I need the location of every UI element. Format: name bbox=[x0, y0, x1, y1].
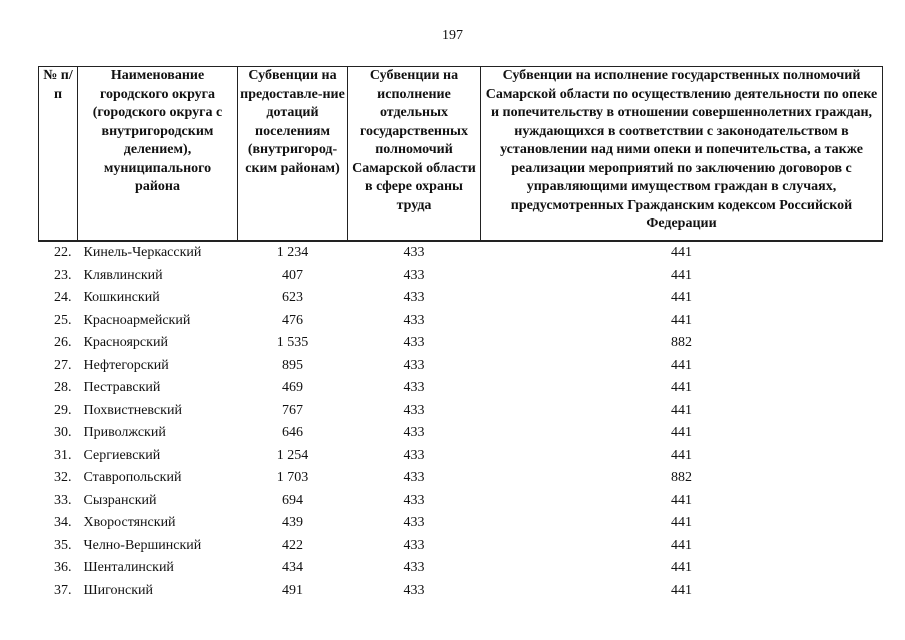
table-row bbox=[39, 557, 883, 580]
guardianship-value-cell: 441 bbox=[671, 402, 692, 418]
labor-value-cell: 433 bbox=[403, 380, 425, 395]
dotation-value-cell: 767 bbox=[282, 402, 303, 418]
row-number-cell: 22. bbox=[54, 245, 72, 260]
table-row bbox=[39, 355, 883, 378]
table-row bbox=[39, 490, 883, 513]
guardianship-value-cell: 441 bbox=[671, 380, 692, 395]
page-number: 197 bbox=[442, 28, 463, 43]
table-row bbox=[39, 400, 883, 423]
district-name-cell: Сергиевский bbox=[83, 447, 161, 463]
row-number-cell: 28. bbox=[54, 380, 72, 395]
guardianship-value-cell: 441 bbox=[671, 492, 692, 508]
labor-value-cell: 433 bbox=[403, 447, 425, 463]
table-row bbox=[39, 332, 883, 355]
labor-value-cell: 433 bbox=[403, 267, 425, 283]
labor-value-cell: 433 bbox=[403, 470, 425, 485]
district-name-cell: Красноярский bbox=[83, 335, 168, 350]
row-number-cell: 37. bbox=[54, 582, 72, 598]
district-name-cell: Челно-Вершинский bbox=[83, 537, 202, 553]
labor-value-cell: 433 bbox=[403, 537, 425, 553]
table-row bbox=[39, 445, 883, 468]
dotation-value-cell: 1 254 bbox=[276, 447, 309, 463]
header-num: № п/п bbox=[39, 67, 78, 242]
table-row bbox=[39, 422, 883, 445]
table-row bbox=[39, 241, 883, 265]
district-name-cell: Красноармейский bbox=[83, 312, 191, 328]
district-name-cell: Кошкинский bbox=[83, 290, 160, 305]
guardianship-value-cell: 441 bbox=[671, 560, 692, 575]
table-row bbox=[39, 535, 883, 558]
district-name-cell: Ставропольский bbox=[83, 470, 182, 485]
table-row bbox=[39, 310, 883, 333]
guardianship-value-cell: 882 bbox=[671, 470, 692, 485]
header-name: Наименование городского округа (городского округа с внутригородским делением), муниципального района bbox=[78, 67, 238, 242]
guardianship-value-cell: 441 bbox=[671, 425, 692, 440]
dotation-value-cell: 469 bbox=[282, 380, 303, 395]
header-subv-dotation: Субвенции на предоставле-ние дотаций поселениям (внутригород-ским районам) bbox=[238, 67, 348, 242]
labor-value-cell: 433 bbox=[403, 582, 425, 598]
district-name-cell: Нефтегорский bbox=[83, 357, 169, 373]
table-body bbox=[39, 241, 883, 602]
dotation-value-cell: 623 bbox=[282, 290, 303, 305]
labor-value-cell: 433 bbox=[403, 312, 425, 328]
dotation-value-cell: 646 bbox=[282, 425, 303, 440]
row-number-cell: 31. bbox=[54, 447, 72, 463]
row-number-cell: 32. bbox=[54, 470, 72, 485]
labor-value-cell: 433 bbox=[403, 290, 425, 305]
dotation-value-cell: 895 bbox=[282, 357, 303, 373]
district-name-cell: Шигонский bbox=[83, 582, 154, 598]
guardianship-value-cell: 441 bbox=[671, 312, 692, 328]
labor-value-cell: 433 bbox=[403, 357, 425, 373]
row-number-cell: 25. bbox=[54, 312, 72, 328]
table-row bbox=[39, 287, 883, 310]
row-number-cell: 34. bbox=[54, 515, 72, 530]
district-name-cell: Шенталинский bbox=[83, 560, 174, 575]
dotation-value-cell: 694 bbox=[282, 492, 303, 508]
table-header bbox=[39, 67, 883, 242]
dotation-value-cell: 476 bbox=[282, 312, 303, 328]
table-row bbox=[39, 512, 883, 535]
row-number-cell: 27. bbox=[54, 357, 72, 373]
header-row bbox=[39, 67, 883, 242]
guardianship-value-cell: 441 bbox=[671, 515, 692, 530]
labor-value-cell: 433 bbox=[403, 335, 425, 350]
dotation-value-cell: 1 234 bbox=[276, 245, 309, 260]
row-number-cell: 35. bbox=[54, 537, 72, 553]
guardianship-value-cell: 441 bbox=[671, 537, 692, 553]
labor-value-cell: 433 bbox=[403, 402, 425, 418]
guardianship-value-cell: 882 bbox=[671, 335, 692, 350]
labor-value-cell: 433 bbox=[403, 492, 425, 508]
guardianship-value-cell: 441 bbox=[671, 447, 692, 463]
table-row bbox=[39, 377, 883, 400]
row-number-cell: 26. bbox=[54, 335, 72, 350]
row-number-cell: 24. bbox=[54, 290, 72, 305]
dotation-value-cell: 1 703 bbox=[276, 470, 309, 485]
row-number-cell: 23. bbox=[54, 267, 72, 283]
dotation-value-cell: 434 bbox=[282, 560, 303, 575]
dotation-value-cell: 491 bbox=[282, 582, 303, 598]
district-name-cell: Хворостянский bbox=[83, 515, 176, 530]
labor-value-cell: 433 bbox=[403, 560, 425, 575]
row-number-cell: 36. bbox=[54, 560, 72, 575]
guardianship-value-cell: 441 bbox=[671, 290, 692, 305]
table-row bbox=[39, 467, 883, 490]
labor-value-cell: 433 bbox=[403, 515, 425, 530]
labor-value-cell: 433 bbox=[403, 425, 425, 440]
guardianship-value-cell: 441 bbox=[671, 357, 692, 373]
dotation-value-cell: 439 bbox=[282, 515, 303, 530]
labor-value-cell: 433 bbox=[403, 245, 425, 260]
header-subv-labor: Субвенции на исполнение отдельных государственных полномочий Самарской области в сфере охраны труда bbox=[348, 67, 481, 242]
district-name-cell: Сызранский bbox=[83, 492, 157, 508]
header-subv-guardianship: Субвенции на исполнение государственных полномочий Самарской области по осуществлению деятельности по опеке и попечительству в отношении совершеннолетних граждан, нуждающихся в соответствии с законодательством в установлении над ними опеки и попечительства, а также реализации мероприятий по заключению договоров с управляющими имуществом граждан в случаях, предусмотренных Гражданским кодексом Российской Федерации bbox=[481, 67, 883, 242]
row-number-cell: 29. bbox=[54, 402, 72, 418]
table-row bbox=[39, 580, 883, 603]
dotation-value-cell: 1 535 bbox=[276, 335, 309, 350]
district-name-cell: Пестравский bbox=[83, 380, 161, 395]
row-number-cell: 33. bbox=[54, 492, 72, 508]
district-name-cell: Приволжский bbox=[83, 425, 166, 440]
district-name-cell: Похвистневский bbox=[83, 402, 182, 418]
subventions-table bbox=[38, 66, 883, 602]
dotation-value-cell: 407 bbox=[282, 267, 303, 283]
guardianship-value-cell: 441 bbox=[671, 267, 692, 283]
dotation-value-cell: 422 bbox=[282, 537, 303, 553]
district-name-cell: Клявлинский bbox=[83, 267, 163, 283]
row-number-cell: 30. bbox=[54, 425, 72, 440]
guardianship-value-cell: 441 bbox=[671, 582, 692, 598]
district-name-cell: Кинель-Черкасский bbox=[83, 245, 202, 260]
guardianship-value-cell: 441 bbox=[671, 245, 692, 260]
table-row bbox=[39, 265, 883, 288]
